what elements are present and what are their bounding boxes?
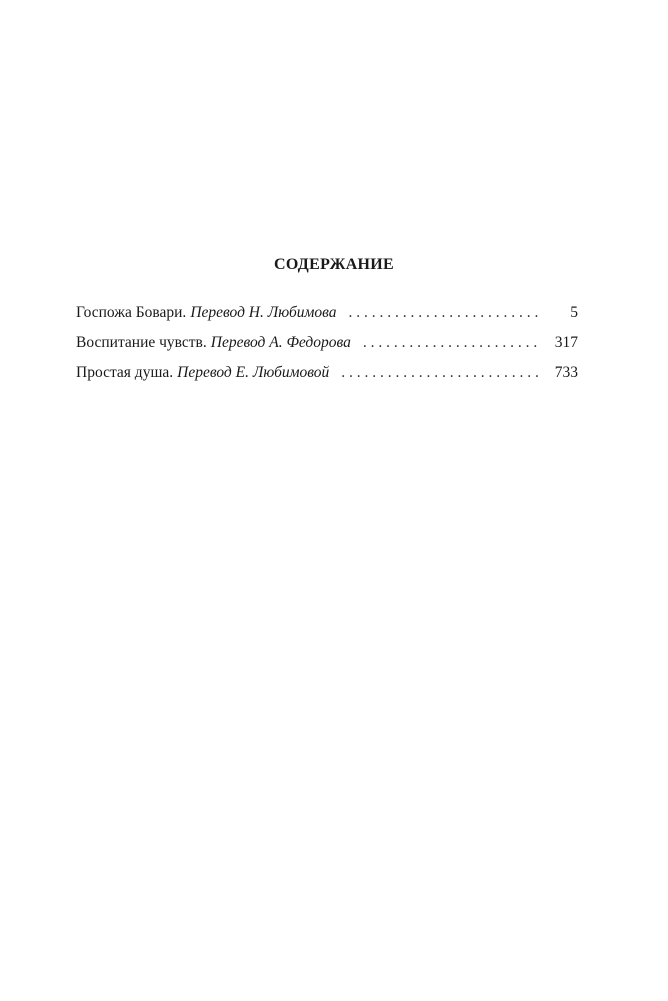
toc-entry-work-title: Простая душа. xyxy=(76,364,174,381)
dot-leader xyxy=(349,304,540,322)
toc-entry-translator: Перевод Н. Любимова xyxy=(190,304,337,321)
toc-entry-work-title: Воспитание чувств. xyxy=(76,334,207,351)
dot-leader xyxy=(363,334,540,352)
dot-leader xyxy=(341,364,540,382)
toc-entry-translator: Перевод Е. Любимовой xyxy=(177,364,330,381)
toc-entry-page-number: 5 xyxy=(570,304,578,321)
toc-list xyxy=(76,304,578,391)
toc-entry-work-title: Госпожа Бовари. xyxy=(76,304,187,321)
toc-entry[interactable] xyxy=(76,364,578,391)
toc-title: СОДЕРЖАНИЕ xyxy=(273,256,395,273)
toc-entry[interactable] xyxy=(76,304,578,331)
toc-entry-page-number: 317 xyxy=(554,334,578,351)
toc-entry[interactable] xyxy=(76,334,578,361)
toc-entry-page-number: 733 xyxy=(554,364,578,381)
toc-entry-translator: Перевод А. Федорова xyxy=(210,334,351,351)
